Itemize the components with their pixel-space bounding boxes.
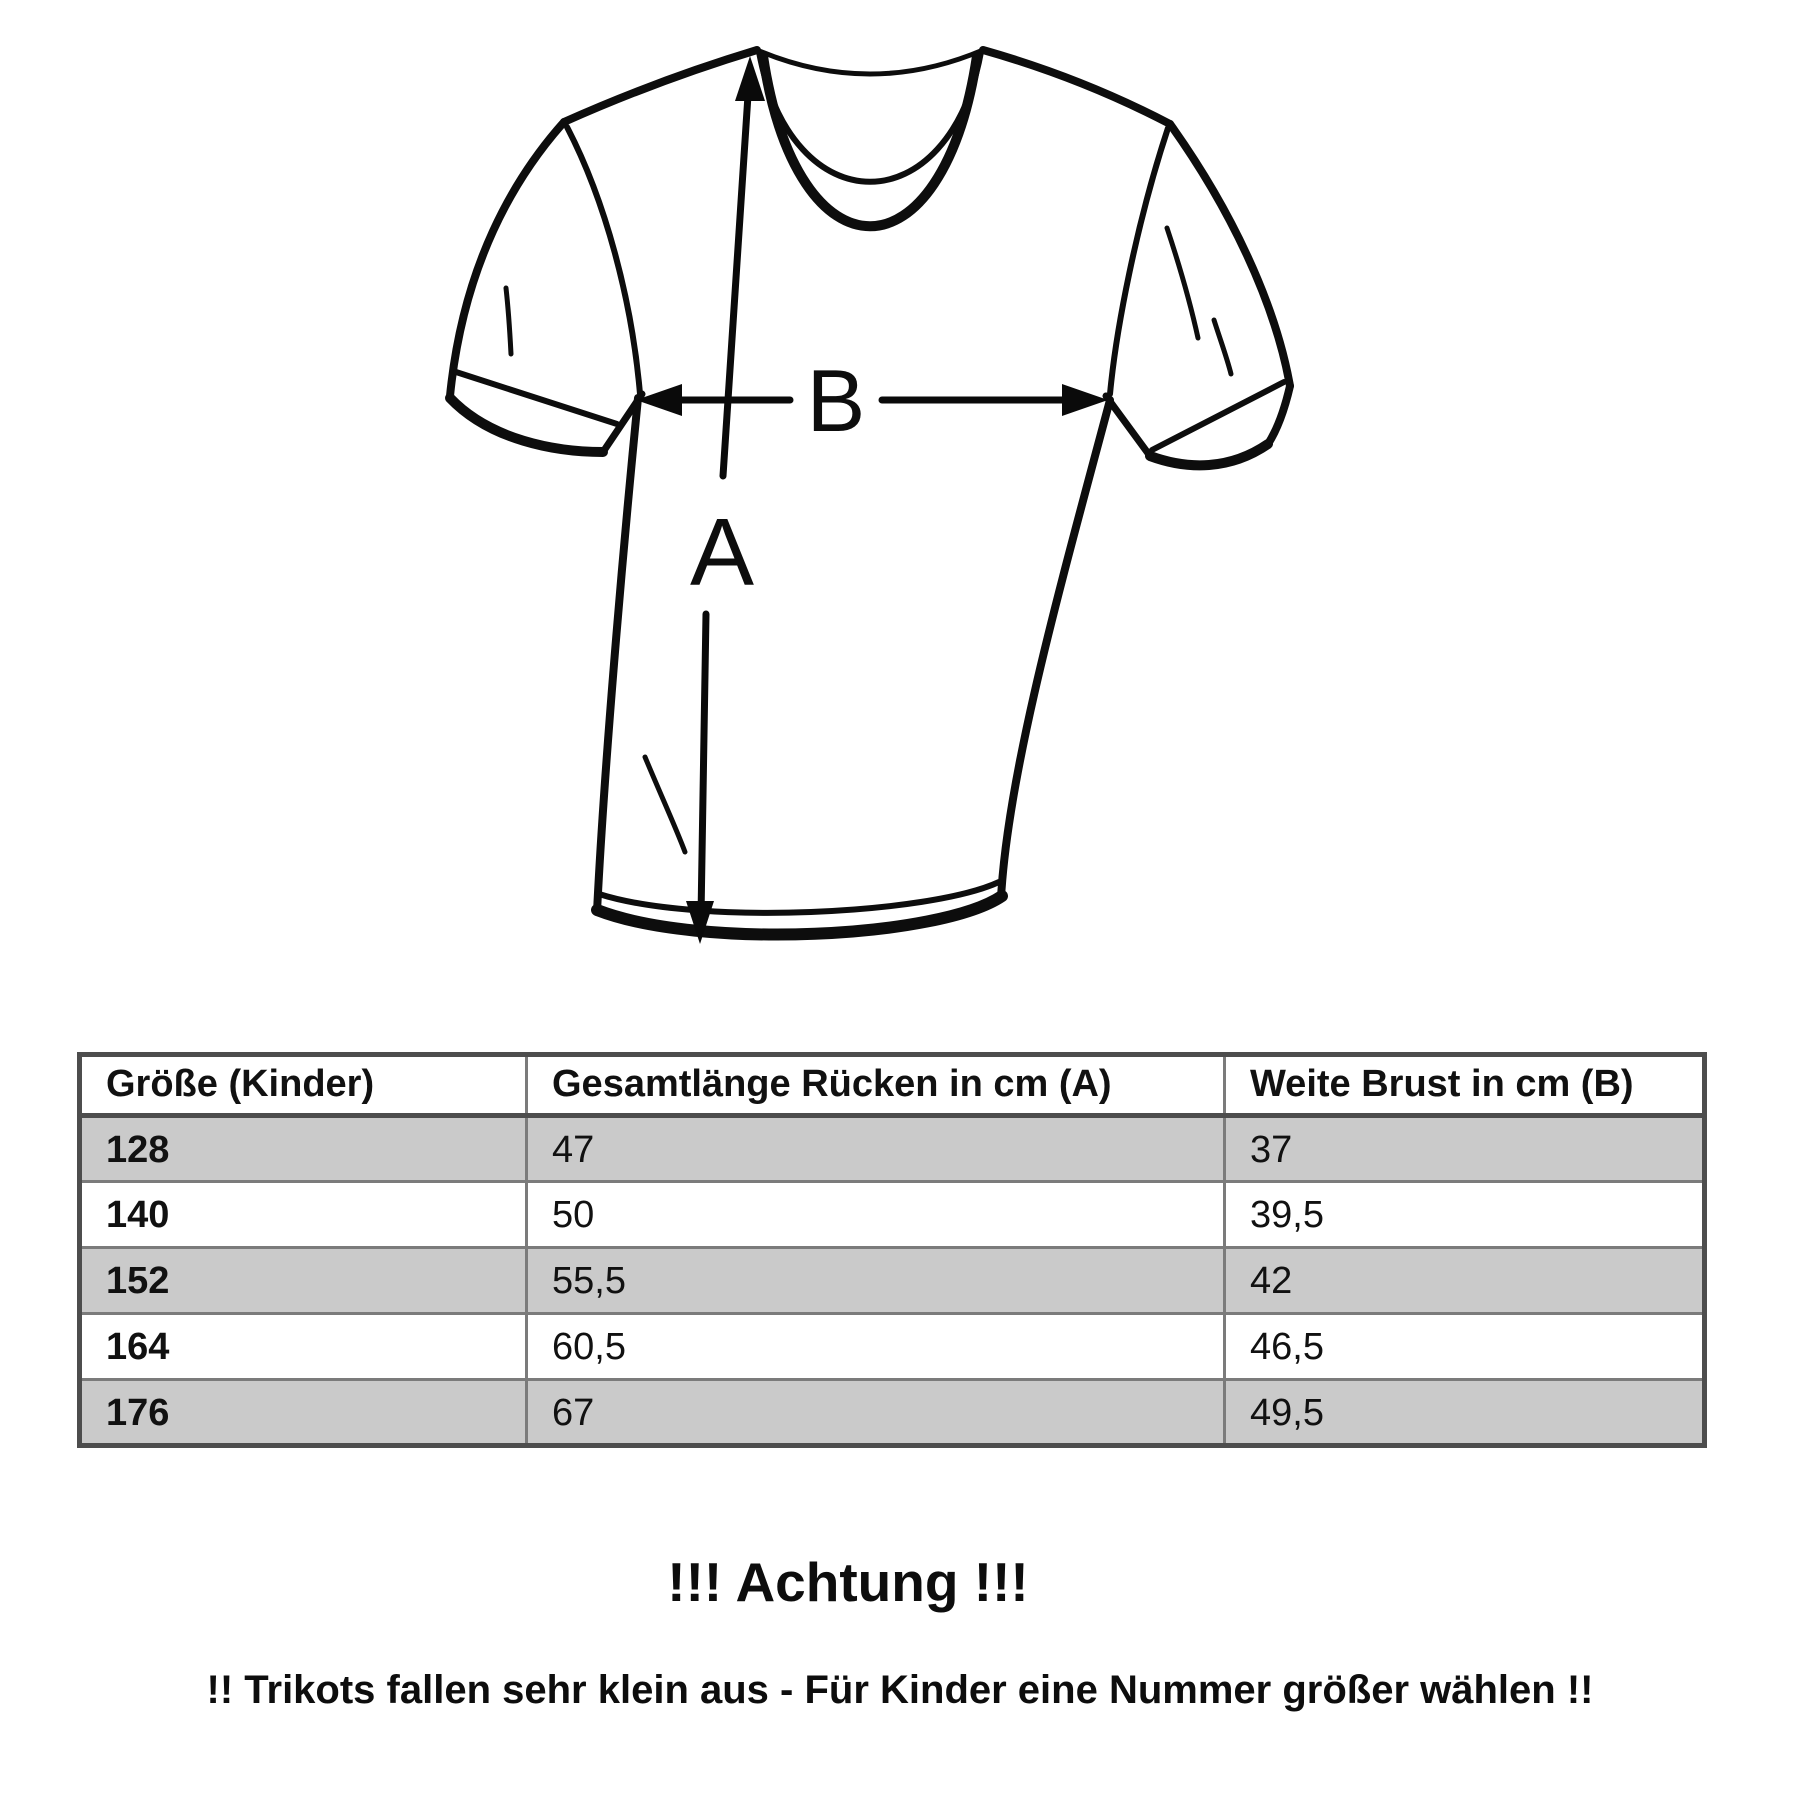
attention-heading: !!! Achtung !!! [667,1551,1029,1613]
left-side-seam [597,398,638,912]
label-b: B [806,351,866,450]
dim-b-arrowhead-left [636,384,682,416]
right-armhole-seam [1110,128,1168,394]
size-table [77,1052,1707,1448]
size-cell: 152 [80,1248,527,1314]
header-size: Größe (Kinder) [80,1055,527,1116]
body-fold [645,757,685,852]
collar-back-line [757,50,983,74]
length-cell: 60,5 [527,1314,1225,1380]
chest-cell: 49,5 [1225,1380,1705,1446]
left-sleeve-fold [506,288,511,354]
size-table-container [77,1052,1707,1448]
dimension-arrow-b [636,351,1108,450]
right-sleeve-cuff-edge [1268,386,1290,444]
length-cell: 47 [527,1116,1225,1182]
table-header-row [80,1055,1705,1116]
chest-cell: 39,5 [1225,1182,1705,1248]
left-shoulder-line [564,50,757,122]
table-row [80,1248,1705,1314]
dim-a-line-upper [723,80,749,476]
right-side-seam [1001,400,1110,898]
header-length: Gesamtlänge Rücken in cm (A) [527,1055,1225,1116]
dim-a-line-lower [701,614,706,916]
size-cell: 176 [80,1380,527,1446]
length-cell: 50 [527,1182,1225,1248]
left-sleeve-outer-line [450,122,564,396]
size-cell: 128 [80,1116,527,1182]
right-shoulder-line [983,50,1170,124]
size-cell: 164 [80,1314,527,1380]
right-sleeve-outer-line [1170,124,1290,386]
chest-cell: 42 [1225,1248,1705,1314]
label-a: A [689,499,755,606]
right-sleeve-fold-1 [1167,228,1198,338]
left-armhole-seam [567,127,640,394]
dimension-arrow-a [686,56,765,944]
chest-cell: 37 [1225,1116,1705,1182]
table-row [80,1314,1705,1380]
table-row [80,1182,1705,1248]
size-cell: 140 [80,1182,527,1248]
length-cell: 55,5 [527,1248,1225,1314]
sizing-warning-text: !! Trikots fallen sehr klein aus - Für Kinder eine Nummer größer wählen !! [206,1668,1594,1712]
right-sleeve-cuff-band [1152,382,1284,450]
right-sleeve-cuff-bottom [1150,444,1268,465]
length-cell: 67 [527,1380,1225,1446]
header-chest: Weite Brust in cm (B) [1225,1055,1705,1116]
chest-cell: 46,5 [1225,1314,1705,1380]
left-sleeve-cuff-bottom [450,398,603,452]
hem-band-line [599,882,999,913]
tshirt-outline [450,50,1290,935]
dim-b-arrowhead-right [1062,384,1108,416]
right-sleeve-fold-2 [1214,320,1231,374]
table-row [80,1116,1705,1182]
table-row [80,1380,1705,1446]
